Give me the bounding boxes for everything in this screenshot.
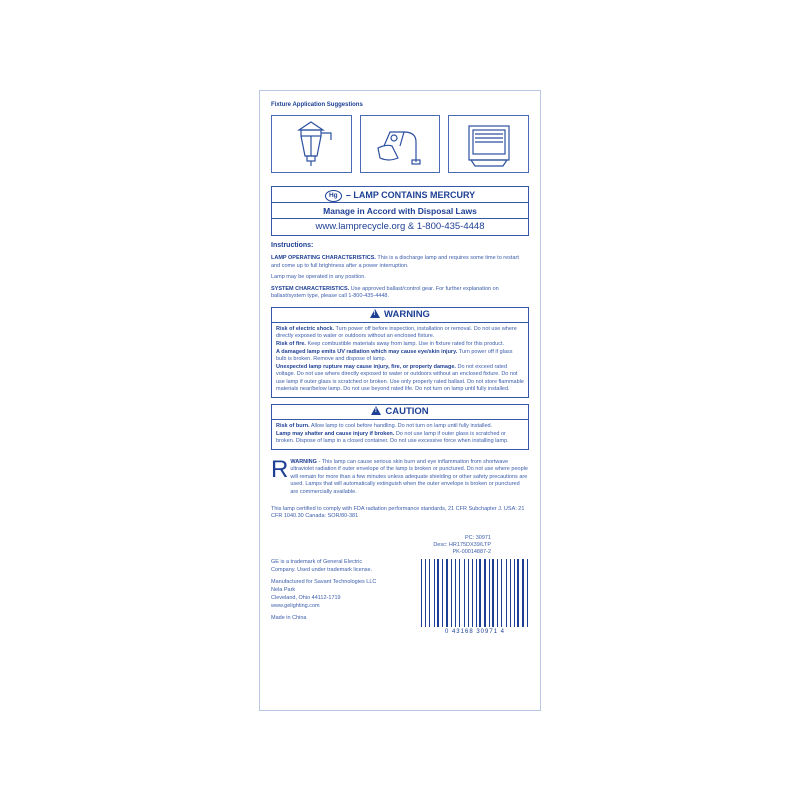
caution-item [276, 423, 524, 431]
barcode-stripe [461, 559, 463, 627]
warning-header [272, 308, 528, 323]
barcode-stripe [455, 559, 456, 627]
dusk-to-dawn-fixture-icon [370, 118, 430, 170]
barcode-stripe [444, 559, 445, 627]
company-web: www.gelighting.com [271, 603, 320, 610]
barcode-stripe [466, 559, 467, 627]
desc-code: Desc: HR175DX39/LTP [433, 541, 491, 548]
manufactured-for: Manufactured for Savant Technologies LLC [271, 579, 377, 586]
caution-item [276, 431, 524, 446]
fda-text: This lamp certified to comply with FDA radiation performance standards, 21 CFR Subchapter J. USA: 21 CFR 1040.30 Canada: SOR/80-381 [271, 505, 525, 520]
barcode-stripe [473, 559, 475, 627]
product-label [259, 90, 541, 711]
caution-item-label: Lamp may shatter and cause injury if broken. [276, 430, 395, 437]
caution-title: CAUTION [385, 406, 429, 418]
barcode-stripe [457, 559, 458, 627]
barcode-stripe [499, 559, 500, 627]
barcode-stripe [421, 559, 422, 627]
barcode-stripe [508, 559, 510, 627]
trademark-line-1: GE is a trademark of General Electric [271, 559, 363, 566]
barcode-stripe [512, 559, 513, 627]
warning-item-label: Risk of fire. [276, 340, 306, 347]
warning-title: WARNING [384, 308, 430, 320]
mercury-manage: Manage in Accord with Disposal Laws [272, 203, 528, 219]
fixture-lantern [271, 115, 352, 173]
company-info [271, 559, 376, 636]
operating-label: LAMP OPERATING CHARACTERISTICS. [271, 254, 376, 261]
system-text: Use approved ballast/control gear. For further explanation on ballast/system type, please call 1-800-435-4448. [271, 285, 499, 300]
barcode-stripe [503, 559, 505, 627]
warning-item [276, 364, 524, 394]
barcode-stripe [522, 559, 524, 627]
warning-item-text: Keep combustible materials away from lamp. Use in fixture rated for this product. [305, 340, 505, 347]
mercury-title: – LAMP CONTAINS MERCURY [345, 190, 476, 201]
barcode-stripe [436, 559, 437, 627]
company-park: Nela Park [271, 587, 296, 594]
barcode-stripe [489, 559, 490, 627]
fixture-suggestions [271, 115, 529, 173]
mercury-title-row [272, 187, 528, 203]
barcode-stripe [451, 559, 452, 627]
warning-item-text: Turn power off if glass bulb is broken. Remove and dispose of lamp. [276, 348, 513, 363]
warning-body [272, 323, 528, 397]
barcode-stripe [520, 559, 521, 627]
trademark-line-2: Company. Used under trademark license. [271, 567, 373, 574]
system-label: SYSTEM CHARACTERISTICS. [271, 285, 350, 292]
caution-body [272, 420, 528, 449]
operating-characteristics [271, 255, 529, 270]
system-characteristics [271, 286, 529, 301]
instructions-title: Instructions: [271, 242, 314, 250]
barcode [421, 559, 529, 636]
made-in: Made in China [271, 615, 307, 622]
barcode-stripe [482, 559, 483, 627]
barcode-stripe [476, 559, 477, 627]
company-city: Cleveland, Ohio 44112-1719 [271, 595, 341, 602]
mercury-notice [271, 186, 529, 236]
barcode-digits: 0 43168 30971 4 [444, 629, 506, 636]
barcode-stripe [446, 559, 448, 627]
barcode-stripe [510, 559, 511, 627]
barcode-stripe [497, 559, 498, 627]
barcode-stripe [426, 559, 428, 627]
warning-triangle-icon [370, 309, 380, 318]
barcode-stripe [429, 559, 430, 627]
r-letter: R [271, 455, 289, 483]
pk-code: PK-00014887-2 [452, 549, 491, 556]
barcode-stripe [437, 559, 439, 627]
warning-item [276, 349, 524, 364]
position-text: Lamp may be operated in any position. [271, 274, 366, 281]
warning-box [271, 307, 529, 398]
warning-item-text: Do not exceed rated voltage. Do not use where directly exposed to water or outdoors without an enclosed fixture. Do not use lamp if outer glass is scratched or broken. Use only properly rated ballast. Do not store flammable materials near/below lamp. Do not use beyond rated life. Do not turn on lamp until fully installed. [276, 363, 524, 393]
warning-item-label: A damaged lamp emits UV radiation which may cause eye/skin injury. [276, 348, 458, 355]
barcode-stripe [517, 559, 519, 627]
barcode-stripe [492, 559, 494, 627]
product-codes [271, 535, 529, 556]
warning-item-text: Turn power off before inspection, installation or removal. Do not use where directly exposed to water or outdoors without an enclosed fixture. [276, 325, 517, 340]
barcode-stripe [423, 559, 424, 627]
barcode-stripe [501, 559, 502, 627]
barcode-stripe [449, 559, 450, 627]
fixture-flood [448, 115, 529, 173]
barcode-stripe [472, 559, 473, 627]
flood-fixture-icon [459, 118, 519, 170]
barcode-stripe [478, 559, 479, 627]
caution-triangle-icon [371, 406, 381, 415]
r-warning-body: - This lamp can cause serious skin burn and eye inflammation from shortwave ultraviolet radiation if outer envelope of the lamp is broken or punctured. Do not use where people will remain for more than a few minutes unless adequate shielding or other safety precautions are used. Lamps that will automatically extinguish when the outer envelope is broken or punctured are commercially available. [290, 458, 528, 496]
r-warning [271, 455, 529, 497]
barcode-stripe [434, 559, 435, 627]
caution-header [272, 405, 528, 420]
barcode-stripe [464, 559, 466, 627]
barcode-stripe [516, 559, 517, 627]
barcode-stripe [484, 559, 486, 627]
barcode-stripe [468, 559, 469, 627]
barcode-bars [421, 559, 529, 627]
mercury-contact: www.lamprecycle.org & 1-800-435-4448 [315, 221, 485, 233]
caution-box [271, 404, 529, 450]
barcode-stripe [459, 559, 460, 627]
caution-item-text: Allow lamp to cool before handling. Do not turn on lamp until fully installed. [309, 423, 493, 430]
caution-item-text: Do not use lamp if outer glass is scratched or broken. Dispose of lamp in a closed container. Do not use excessive force when installing lamp. [276, 430, 509, 445]
r-warning-label: WARNING [290, 458, 317, 465]
pc-code: PC: 30971 [465, 534, 491, 541]
warning-item [276, 326, 524, 341]
warning-item [276, 341, 524, 349]
barcode-stripe [431, 559, 433, 627]
barcode-stripe [425, 559, 426, 627]
warning-item-label: Risk of electric shock. [276, 325, 335, 332]
fixture-heading: Fixture Application Suggestions [271, 102, 363, 108]
mercury-symbol: Hg [325, 190, 342, 202]
barcode-stripe [487, 559, 488, 627]
barcode-stripe [470, 559, 471, 627]
barcode-stripe [479, 559, 481, 627]
barcode-stripe [440, 559, 442, 627]
barcode-stripe [442, 559, 443, 627]
barcode-stripe [525, 559, 526, 627]
barcode-stripe [528, 559, 529, 627]
barcode-stripe [453, 559, 455, 627]
r-warning-text [290, 459, 529, 497]
operating-text: This is a discharge lamp and requires some time to restart and come up to full brightness after a power interruption. [271, 254, 519, 269]
fixture-dusk-to-dawn [360, 115, 441, 173]
lantern-fixture-icon [281, 118, 341, 170]
caution-item-label: Risk of burn. [276, 423, 310, 430]
barcode-stripe [506, 559, 507, 627]
barcode-stripe [514, 559, 515, 627]
barcode-stripe [527, 559, 528, 627]
barcode-stripe [491, 559, 492, 627]
warning-item-label: Unexpected lamp rupture may cause injury, fire, or property damage. [276, 363, 456, 370]
label-footer [271, 559, 529, 636]
barcode-stripe [495, 559, 497, 627]
